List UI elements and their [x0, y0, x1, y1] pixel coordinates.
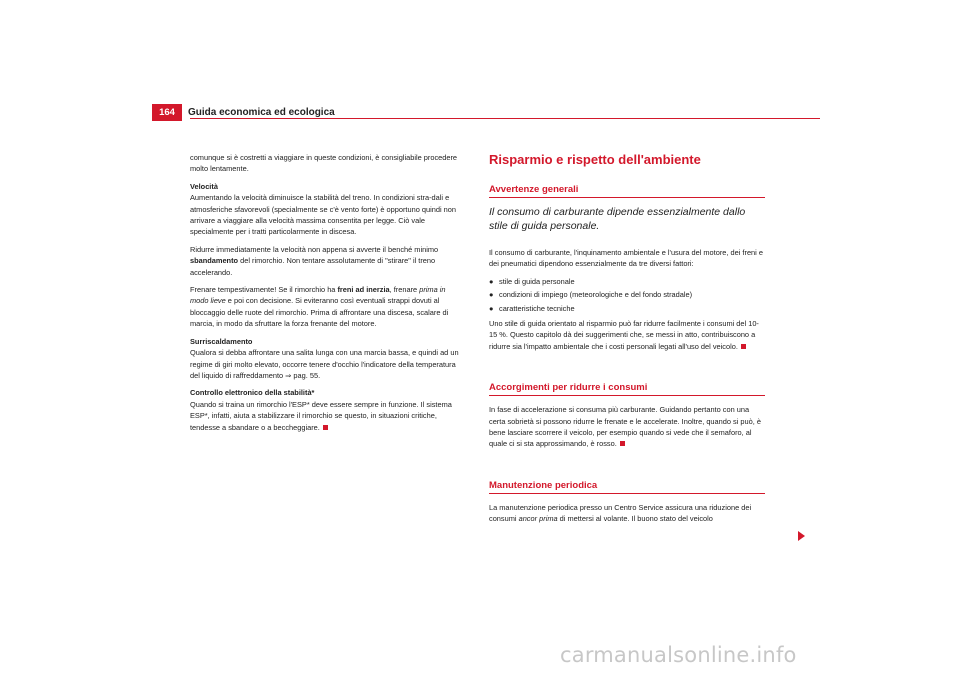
text-run: Uno stile di guida orientato al risparmio può far ridurre facilmente i consumi del 10-15 %. Questo capitolo dà dei suggerimenti che, se messi in atto, contribuiscono a ridurre sia l'impatto ambientale che i costi personali legati all'uso del veicolo.: [489, 319, 759, 351]
intro-paragraph: comunque si è costretti a viaggiare in queste condizioni, è consigliabile procedere molto lentamente.: [190, 153, 458, 174]
list-item: [489, 276, 765, 287]
manutenzione-heading: Manutenzione periodica: [489, 480, 765, 494]
velocita-paragraph-1: Aumentando la velocità diminuisce la stabilità del treno. In condizioni stra-dali e atmosferiche sfavorevoli (specialmente se c'è vento forte) è opportuno quindi non arrivare a viaggiare alla velocità massima consentita per legge. Ciò vale specialmente per i tratti particolarmente in discesa.: [190, 193, 456, 237]
factors-list: [489, 276, 765, 314]
controllo-heading: Controllo elettronico della stabilità*: [190, 388, 315, 398]
section-end-marker: [620, 441, 625, 446]
chapter-title: Risparmio e rispetto dell'ambiente: [489, 152, 701, 167]
next-page-arrow-icon[interactable]: [798, 531, 805, 541]
text-run: del rimorchio. Non tentare assolutamente di "stirare" il treno accelerando.: [190, 256, 436, 277]
bold-run: sbandamento: [190, 256, 239, 266]
text-run: Ridurre immediatamente la velocità non appena si avverte il benché minimo: [190, 244, 439, 254]
text-run: Frenare tempestivamente! Se il rimorchio ha: [190, 285, 338, 295]
left-column: [190, 152, 466, 439]
controllo-paragraph: [190, 399, 466, 433]
text-run: e poi con decisione. Si eviteranno così eventuali strappi dovuti al bloccaggio delle ruote del rimorchio. Prima di affrontare una discesa, scalare di marcia, in modo da sfruttare la forza frenante del motore.: [190, 296, 449, 329]
avvertenze-lead: Il consumo di carburante dipende essenzialmente dallo stile di guida personale.: [489, 206, 746, 232]
velocita-paragraph-3: [190, 284, 466, 330]
text-run: Quando si traina un rimorchio l'ESP* deve essere sempre in funzione. Il sistema ESP*, infatti, aiuta a stabilizzare il rimorchio se questo, in situazioni critiche, tendesse a sbandare o a beccheggiare.: [190, 399, 452, 432]
list-item: [489, 303, 765, 314]
bullet-icon: ●: [489, 276, 494, 286]
header-rule: [190, 118, 820, 119]
accorgimenti-heading: Accorgimenti per ridurre i consumi: [489, 382, 765, 396]
text-run: In fase di accelerazione si consuma più carburante. Guidando pertanto con una certa sobrietà si possono ridurre le frenate e le accelerate. Inoltre, quando si può, è bene lasciare scorrere il veicolo, per esempio quando si vede che il semaforo, al quale ci si sta approssimando, è rosso.: [489, 405, 761, 449]
italic-run: ancor prima: [518, 514, 558, 524]
list-item: [489, 289, 765, 300]
watermark: carmanualsonline.info: [560, 643, 797, 667]
velocita-heading: Velocità: [190, 181, 218, 191]
list-item-text: condizioni di impiego (meteorologiche e del fondo stradale): [499, 290, 693, 300]
section-end-marker: [323, 425, 328, 430]
text-run: , frenare: [389, 285, 420, 295]
surriscaldamento-heading: Surriscaldamento: [190, 336, 253, 346]
text-run: La manutenzione periodica presso un Centro Service assicura una riduzione dei consumi: [489, 502, 752, 524]
bullet-icon: ●: [489, 303, 494, 313]
section-end-marker: [741, 344, 746, 349]
header-title: Guida economica ed ecologica: [188, 107, 335, 118]
page-header: [140, 104, 820, 122]
avvertenze-heading: Avvertenze generali: [489, 184, 765, 198]
avvertenze-paragraph-2: [489, 318, 765, 352]
list-item-text: stile di guida personale: [499, 276, 575, 286]
surriscaldamento-paragraph: Qualora si debba affrontare una salita lunga con una marcia bassa, e quindi ad un regime di giri molto elevato, occorre tenere d'occhio l'indicatore della temperatura del liquido di raffreddamento ⇒ pag. 55.: [190, 348, 459, 380]
right-column: [489, 152, 765, 531]
text-run: di mettersi al volante. Il buono stato del veicolo: [557, 514, 713, 524]
page-number: 164: [152, 104, 182, 121]
manutenzione-paragraph: [489, 502, 765, 525]
bullet-icon: ●: [489, 290, 494, 300]
velocita-paragraph-2: [190, 244, 466, 278]
accorgimenti-paragraph: [489, 404, 765, 450]
section-gap: [489, 456, 765, 480]
italic-run: prima in modo lieve: [190, 285, 446, 306]
avvertenze-paragraph-1: Il consumo di carburante, l'inquinamento ambientale e l'usura del motore, dei freni e dei pneumatici dipendono essenzialmente da tre diversi fattori:: [489, 248, 763, 269]
section-gap: [489, 358, 765, 382]
bold-run: freni ad inerzia: [337, 285, 390, 295]
list-item-text: caratteristiche tecniche: [499, 303, 575, 313]
